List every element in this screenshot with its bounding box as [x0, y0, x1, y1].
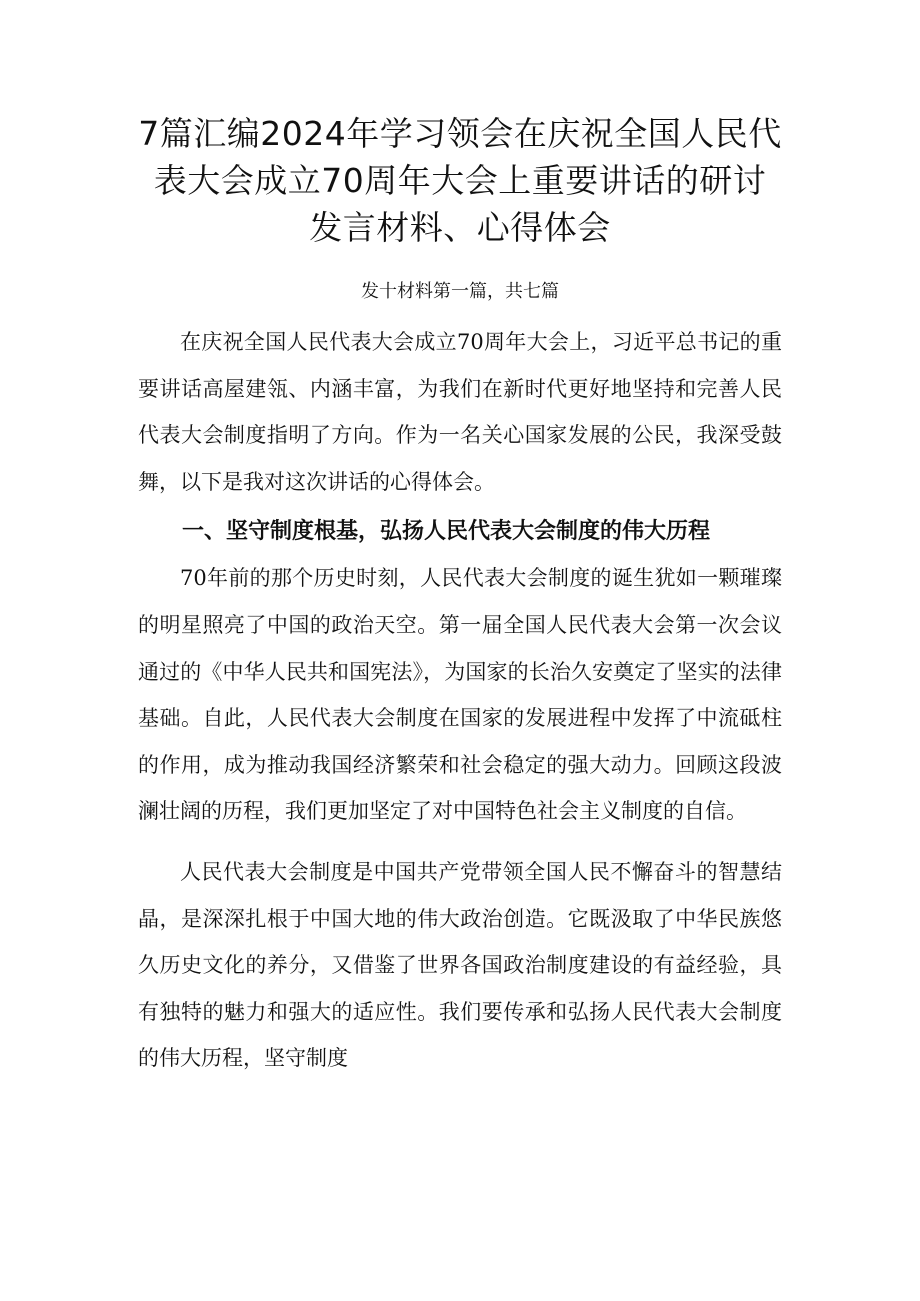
- intro-paragraph: 在庆祝全国人民代表大会成立70周年大会上，习近平总书记的重要讲话高屋建瓴、内涵丰富，为我们在新时代更好地坚持和完善人民代表大会制度指明了方向。作为一名关心国家发展的公民，我深受鼓舞，以下是我对这次讲话的心得体会。: [138, 330, 782, 494]
- body-paragraph: 70年前的那个历史时刻，人民代表大会制度的诞生犹如一颗璀璨的明星照亮了中国的政治天空。第一届全国人民代表大会第一次会议通过的《中华人民共和国宪法》，为国家的长治久安奠定了坚实的法律基础。自此，人民代表大会制度在国家的发展进程中发挥了中流砥柱的作用，成为推动我国经济繁荣和社会稳定的强大动力。回顾这段波澜壮阔的历程，我们更加坚定了对中国特色社会主义制度的自信。: [138, 566, 782, 824]
- section-heading: 一、坚守制度根基，弘扬人民代表大会制度的伟大历程: [182, 519, 711, 545]
- document-subtitle: 发十材料第一篇，共七篇: [361, 281, 559, 302]
- body-paragraph: 人民代表大会制度是中国共产党带领全国人民不懈奋斗的智慧结晶，是深深扎根于中国大地的伟大政治创造。它既汲取了中华民族悠久历史文化的养分，又借鉴了世界各国政治制度建设的有益经验，具有独特的魅力和强大的适应性。我们要传承和弘扬人民代表大会制度的伟大历程，坚守制度: [138, 859, 782, 1071]
- document-title: 7篇汇编2024年学习领会在庆祝全国人民代表大会成立70周年大会上重要讲话的研讨发言材料、心得体会: [138, 114, 782, 247]
- document-page: [138, 110, 782, 1082]
